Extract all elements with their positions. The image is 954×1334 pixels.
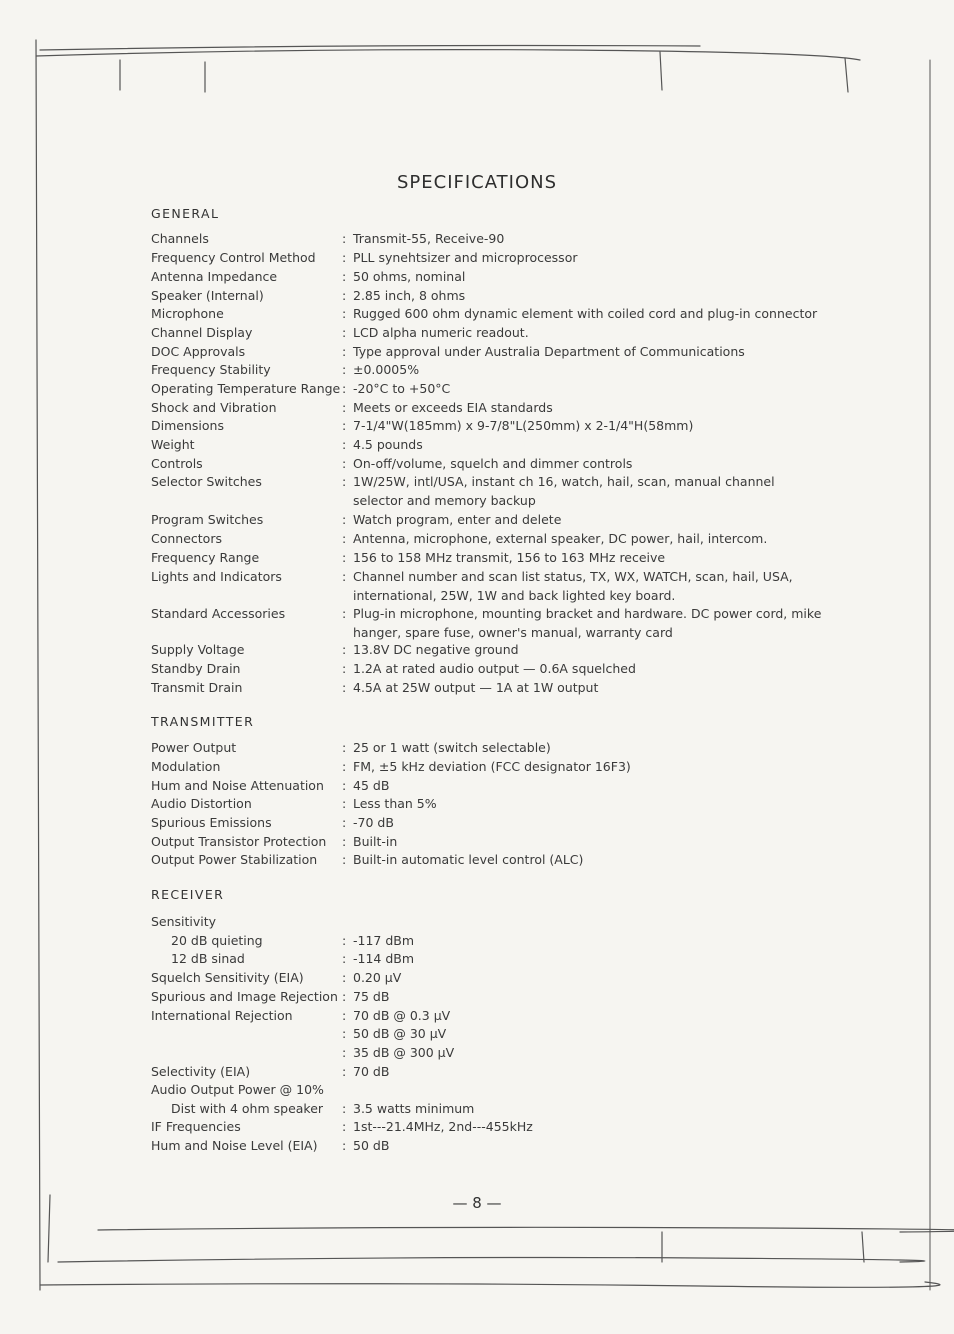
spec-label: DOC Approvals	[151, 344, 246, 359]
spec-value: : Transmit-55, Receive-90	[346, 230, 826, 249]
spec-label: 20 dB quieting	[171, 933, 263, 948]
spec-label: Modulation	[151, 759, 221, 774]
spec-value: : 50 ohms, nominal	[346, 268, 826, 287]
spec-value: : On-off/volume, squelch and dimmer controls	[346, 455, 826, 474]
spec-label: Selectivity (EIA)	[151, 1064, 251, 1079]
spec-label: Frequency Stability	[151, 362, 271, 377]
spec-value: : Meets or exceeds EIA standards	[346, 399, 826, 418]
spec-value: : Built-in automatic level control (ALC)	[346, 851, 826, 870]
spec-label: Speaker (Internal)	[151, 288, 264, 303]
spec-label: Sensitivity	[151, 914, 217, 929]
spec-value: : 4.5 pounds	[346, 436, 826, 455]
spec-value: : Plug-in microphone, mounting bracket and hardware. DC power cord, mike hanger, spare fuse, owner's manual, warranty card	[346, 605, 826, 642]
spec-label: Frequency Range	[151, 550, 260, 565]
spec-label: Shock and Vibration	[151, 400, 277, 415]
spec-value: : PLL synehtsizer and microprocessor	[346, 249, 826, 268]
spec-label: Output Power Stabilization	[151, 852, 318, 867]
spec-value: : 7-1/4"W(185mm) x 9-7/8"L(250mm) x 2-1/4"H(58mm)	[346, 417, 826, 436]
spec-label: Channels	[151, 231, 209, 246]
spec-value: : 70 dB	[346, 1063, 826, 1082]
spec-label: Spurious and Image Rejection	[151, 989, 338, 1004]
spec-label: Spurious Emissions	[151, 815, 272, 830]
spec-value: : FM, ±5 kHz deviation (FCC designator 16F3)	[346, 758, 826, 777]
spec-value: : 35 dB @ 300 µV	[346, 1044, 826, 1063]
spec-label: Standby Drain	[151, 661, 241, 676]
spec-label: 12 dB sinad	[171, 951, 245, 966]
spec-label: Frequency Control Method	[151, 250, 316, 265]
spec-value: : 13.8V DC negative ground	[346, 641, 826, 660]
spec-value: : -70 dB	[346, 814, 826, 833]
spec-value: : 1.2A at rated audio output — 0.6A squelched	[346, 660, 826, 679]
spec-label: Supply Voltage	[151, 642, 245, 657]
section-heading-receiver: RECEIVER	[151, 887, 225, 902]
spec-value: : 50 dB @ 30 µV	[346, 1025, 826, 1044]
spec-value: : Antenna, microphone, external speaker, DC power, hail, intercom.	[346, 530, 826, 549]
spec-label: Microphone	[151, 306, 224, 321]
spec-label: Audio Distortion	[151, 796, 252, 811]
spec-value: : LCD alpha numeric readout.	[346, 324, 826, 343]
spec-value: : 50 dB	[346, 1137, 826, 1156]
spec-value: : 2.85 inch, 8 ohms	[346, 287, 826, 306]
spec-value: : 75 dB	[346, 988, 826, 1007]
spec-value: : Watch program, enter and delete	[346, 511, 826, 530]
spec-label: Channel Display	[151, 325, 253, 340]
spec-label: Operating Temperature Range	[151, 381, 341, 396]
page-title: SPECIFICATIONS	[396, 172, 558, 193]
spec-value: : Rugged 600 ohm dynamic element with coiled cord and plug-in connector	[346, 305, 826, 324]
spec-label: Squelch Sensitivity (EIA)	[151, 970, 304, 985]
section-heading-transmitter: TRANSMITTER	[151, 714, 255, 729]
spec-value: : -114 dBm	[346, 950, 826, 969]
spec-label: Selector Switches	[151, 474, 262, 489]
spec-value: : -117 dBm	[346, 932, 826, 951]
spec-label: Transmit Drain	[151, 680, 243, 695]
spec-value: : 45 dB	[346, 777, 826, 796]
spec-label: Audio Output Power @ 10%	[151, 1082, 324, 1097]
spec-label: Connectors	[151, 531, 222, 546]
spec-label: Standard Accessories	[151, 606, 286, 621]
spec-label: Output Transistor Protection	[151, 834, 327, 849]
spec-label: Dimensions	[151, 418, 224, 433]
spec-label: International Rejection	[151, 1008, 293, 1023]
section-heading-general: GENERAL	[151, 206, 220, 221]
spec-value: : 25 or 1 watt (switch selectable)	[346, 739, 826, 758]
spec-label: Antenna Impedance	[151, 269, 278, 284]
spec-label: Weight	[151, 437, 195, 452]
spec-label: IF Frequencies	[151, 1119, 241, 1134]
spec-value: : Built-in	[346, 833, 826, 852]
spec-value: : Channel number and scan list status, TX, WX, WATCH, scan, hail, USA, international, 25W, 1W and back lighted key board.	[346, 568, 826, 605]
spec-label: Lights and Indicators	[151, 569, 282, 584]
spec-value: : 156 to 158 MHz transmit, 156 to 163 MHz receive	[346, 549, 826, 568]
spec-value: : Type approval under Australia Department of Communications	[346, 343, 826, 362]
spec-value: : Less than 5%	[346, 795, 826, 814]
spec-value: : 1st---21.4MHz, 2nd---455kHz	[346, 1118, 826, 1137]
spec-value: : ±0.0005%	[346, 361, 826, 380]
spec-label: Hum and Noise Level (EIA)	[151, 1138, 318, 1153]
page-number: — 8 —	[452, 1194, 502, 1212]
spec-value: : 70 dB @ 0.3 µV	[346, 1007, 826, 1026]
spec-value: : -20°C to +50°C	[346, 380, 826, 399]
spec-value: : 4.5A at 25W output — 1A at 1W output	[346, 679, 826, 698]
spec-label: Dist with 4 ohm speaker	[171, 1101, 324, 1116]
spec-label: Controls	[151, 456, 203, 471]
spec-value: : 0.20 µV	[346, 969, 826, 988]
spec-label: Program Switches	[151, 512, 264, 527]
spec-label: Power Output	[151, 740, 237, 755]
spec-value: : 3.5 watts minimum	[346, 1100, 826, 1119]
spec-label: Hum and Noise Attenuation	[151, 778, 324, 793]
spec-value: : 1W/25W, intl/USA, instant ch 16, watch, hail, scan, manual channel selector and memory backup	[346, 473, 826, 510]
